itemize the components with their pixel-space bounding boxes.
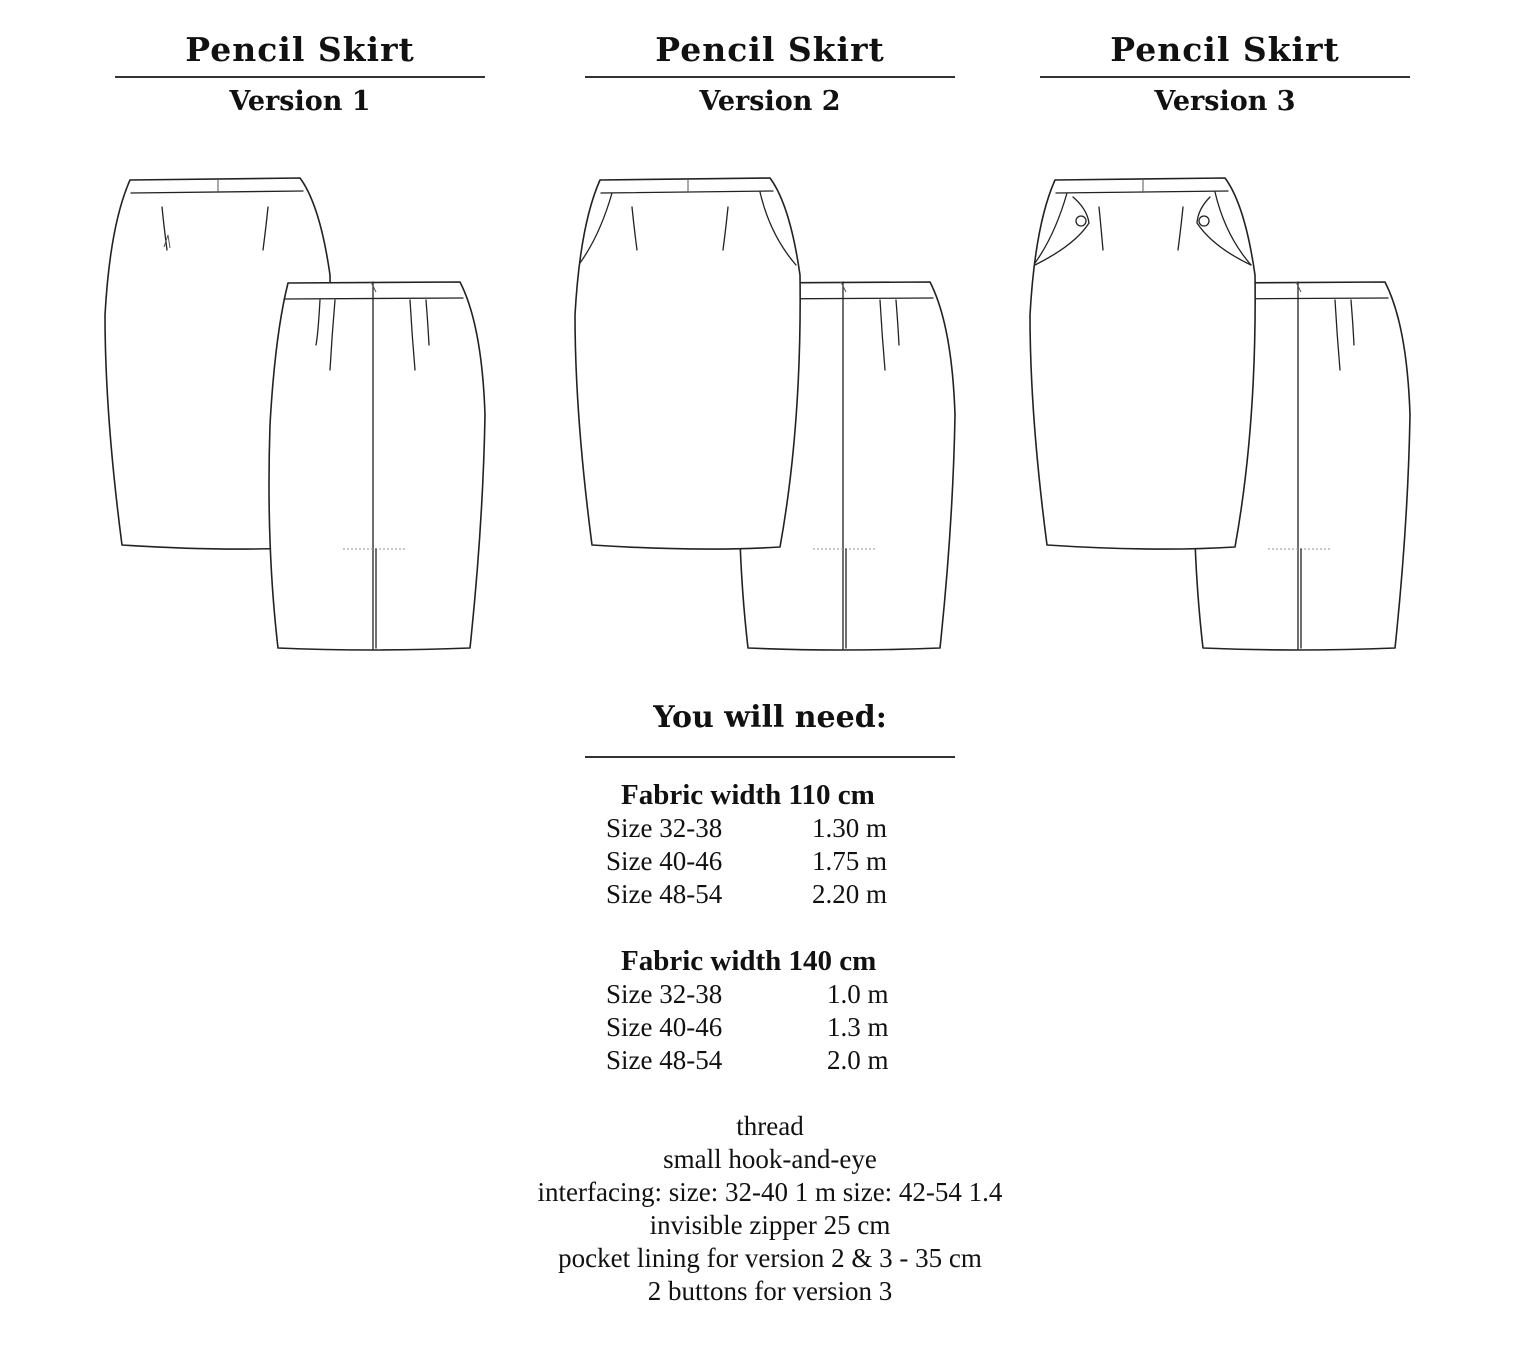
fabric-amount: 1.3 m (827, 1012, 889, 1042)
skirt-drawing-version-3 (1015, 165, 1435, 665)
size-label: Size 48-54 (606, 1045, 723, 1075)
fabric-row (585, 812, 965, 845)
front-skirt (575, 178, 800, 549)
size-label: Size 40-46 (606, 1012, 723, 1042)
supply-item: invisible zipper 25 cm (649, 1210, 891, 1240)
fabric-row (585, 1011, 965, 1044)
supply-item: 2 buttons for version 3 (647, 1276, 893, 1306)
title-divider (1040, 76, 1410, 78)
version-subtitle: Version 1 (229, 86, 371, 117)
supply-item: interfacing: size: 32-40 1 m size: 42-54 1.4 (537, 1177, 1003, 1207)
title-divider (585, 76, 955, 78)
version-title: Pencil Skirt (1110, 30, 1340, 69)
title-divider (115, 76, 485, 78)
version-subtitle: Version 3 (1154, 86, 1296, 117)
fabric-row (585, 878, 965, 911)
skirt-drawing-version-1 (90, 165, 510, 665)
fabric-width-heading: Fabric width 110 cm (621, 779, 875, 811)
fabric-amount: 1.0 m (827, 979, 889, 1009)
back-skirt (269, 282, 485, 650)
size-label: Size 40-46 (606, 846, 723, 876)
supply-item: small hook-and-eye (663, 1144, 877, 1174)
fabric-table-110 (585, 778, 965, 911)
size-label: Size 32-38 (606, 979, 723, 1009)
fabric-width-heading: Fabric width 140 cm (621, 945, 877, 977)
fabric-amount: 1.30 m (812, 813, 888, 843)
size-label: Size 48-54 (606, 879, 723, 909)
supply-item: pocket lining for version 2 & 3 - 35 cm (558, 1243, 982, 1273)
fabric-amount: 2.0 m (827, 1045, 889, 1075)
fabric-table-140 (585, 944, 965, 1077)
fabric-row (585, 845, 965, 878)
fabric-row (585, 1044, 965, 1077)
skirt-illustration (1015, 165, 1435, 665)
size-label: Size 32-38 (606, 813, 723, 843)
skirt-illustration (560, 165, 980, 665)
section-heading: You will need: (653, 700, 887, 735)
skirt-drawing-version-2 (560, 165, 980, 665)
fabric-amount: 1.75 m (812, 846, 888, 876)
version-subtitle: Version 2 (699, 86, 841, 117)
fabric-amount: 2.20 m (812, 879, 888, 909)
fabric-row (585, 978, 965, 1011)
version-title: Pencil Skirt (655, 30, 885, 69)
version-title: Pencil Skirt (185, 30, 415, 69)
supplies-list (0, 1110, 1528, 1308)
skirt-illustration (90, 165, 510, 665)
you-will-need-section (585, 700, 955, 735)
front-skirt (1030, 178, 1255, 549)
supply-item: thread (736, 1111, 804, 1141)
heading-divider (585, 756, 955, 758)
